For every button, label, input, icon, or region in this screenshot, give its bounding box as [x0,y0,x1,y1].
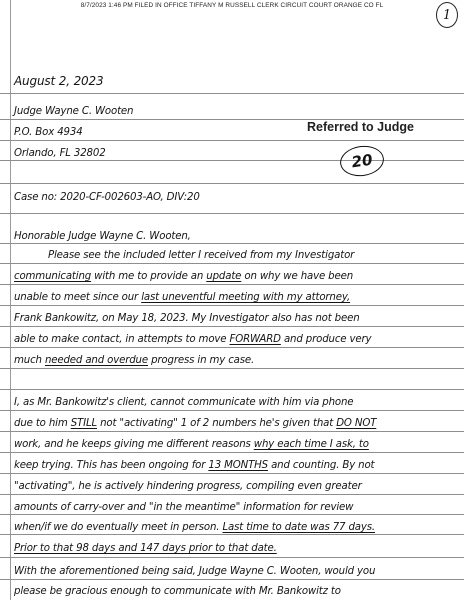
text-segment: amounts of carry-over and "in the meantime" information for review [14,502,354,513]
ruled-line [0,431,464,432]
paragraph1-line [14,334,371,345]
city-line: Orlando, FL 32802 [14,148,106,159]
text-segment: progress in my case. [147,355,255,366]
text-segment: on why we have been [241,271,354,282]
ruled-line [0,557,464,558]
ruled-line [0,368,464,369]
ruled-line [0,579,464,580]
text-segment: update [206,271,242,282]
text-segment: and counting. By not [268,460,375,471]
paragraph2-line [14,397,353,408]
salutation: Honorable Judge Wayne C. Wooten, [14,231,191,242]
text-segment: last uneventful meeting with my attorney, [141,292,351,303]
text-segment: why each time I ask, to [253,439,369,450]
ruled-line [0,213,464,214]
po-box: P.O. Box 4934 [14,127,83,138]
division-circled: 20 [338,143,386,179]
paragraph2-line [14,502,353,513]
ruled-line [0,494,464,495]
text-segment: Last time to date was 77 days. [222,522,375,533]
ruled-line [0,452,464,453]
paragraph2-line [14,481,362,492]
filing-stamp: 8/7/2023 1:46 PM FILED IN OFFICE TIFFANY M RUSSELL CLERK CIRCUIT COURT ORANGE CO FL [80,2,384,9]
paragraph1-line [14,355,254,366]
ruled-line [0,263,464,264]
text-segment: Frank Bankowitz, on May 18, 2023. My Investigator also has not been [14,313,360,324]
referred-to-judge-stamp: Referred to Judge [307,120,414,134]
text-segment: able to make contact, in attempts to move [14,334,230,345]
text-segment: With the aforementioned being said, Judge Wayne C. Wooten, would you [14,566,376,577]
paragraph2-line [14,522,375,533]
text-segment: STILL [70,418,97,429]
text-segment: and produce very [280,334,372,345]
text-segment: I, as Mr. Bankowitz's client, cannot communicate with him via phone [14,397,354,408]
case-number: Case no: 2020-CF-002603-AO, DIV:20 [14,192,200,203]
text-segment: FORWARD [229,334,281,345]
text-segment: "activating", he is actively hindering progress, compiling even greater [14,481,362,492]
text-segment: Please see the included letter I received from my Investigator [48,250,355,261]
text-segment: unable to meet since our [14,292,142,303]
text-segment: with me to provide an [91,271,207,282]
paragraph3-line [14,566,375,577]
text-segment: due to him [14,418,71,429]
ruled-line [0,140,464,141]
paragraph2-line [14,418,376,429]
paragraph1-line [48,250,354,261]
text-segment: 13 MONTHS [208,460,268,471]
ruled-line [0,243,464,244]
ruled-line [0,183,464,184]
paragraph2-line [14,439,369,450]
paragraph2-line [14,543,277,554]
text-segment: not "activating" 1 of 2 numbers he's given that [97,418,337,429]
recipient-name: Judge Wayne C. Wooten [14,106,134,117]
ruled-line [0,93,464,94]
ruled-line [0,410,464,411]
ruled-line [0,326,464,327]
ruled-line [0,514,464,515]
ruled-line [0,347,464,348]
ruled-line [0,160,464,161]
ruled-line [0,305,464,306]
text-segment: when/if we do eventually meet in person. [14,522,223,533]
letter-date: August 2, 2023 [14,74,104,88]
ruled-line [0,389,464,390]
ruled-line [0,473,464,474]
margin-line [10,0,11,600]
ruled-line [0,284,464,285]
paragraph1-line [14,271,353,282]
paragraph3-line [14,586,341,597]
text-segment: Prior to that 98 days and 147 days prior to that date. [14,543,277,554]
paragraph2-line [14,460,374,471]
ruled-line [0,534,464,535]
text-segment: keep trying. This has been ongoing for [14,460,209,471]
paragraph1-line [14,292,350,303]
text-segment: work, and he keeps giving me different reasons [14,439,254,450]
text-segment: DO NOT [336,418,377,429]
paragraph1-line [14,313,360,324]
text-segment: communicating [14,271,92,282]
text-segment: please be gracious enough to communicate with Mr. Bankowitz to [14,586,341,597]
text-segment: needed and overdue [44,355,148,366]
page-number: 1 [436,2,458,28]
text-segment: much [14,355,45,366]
